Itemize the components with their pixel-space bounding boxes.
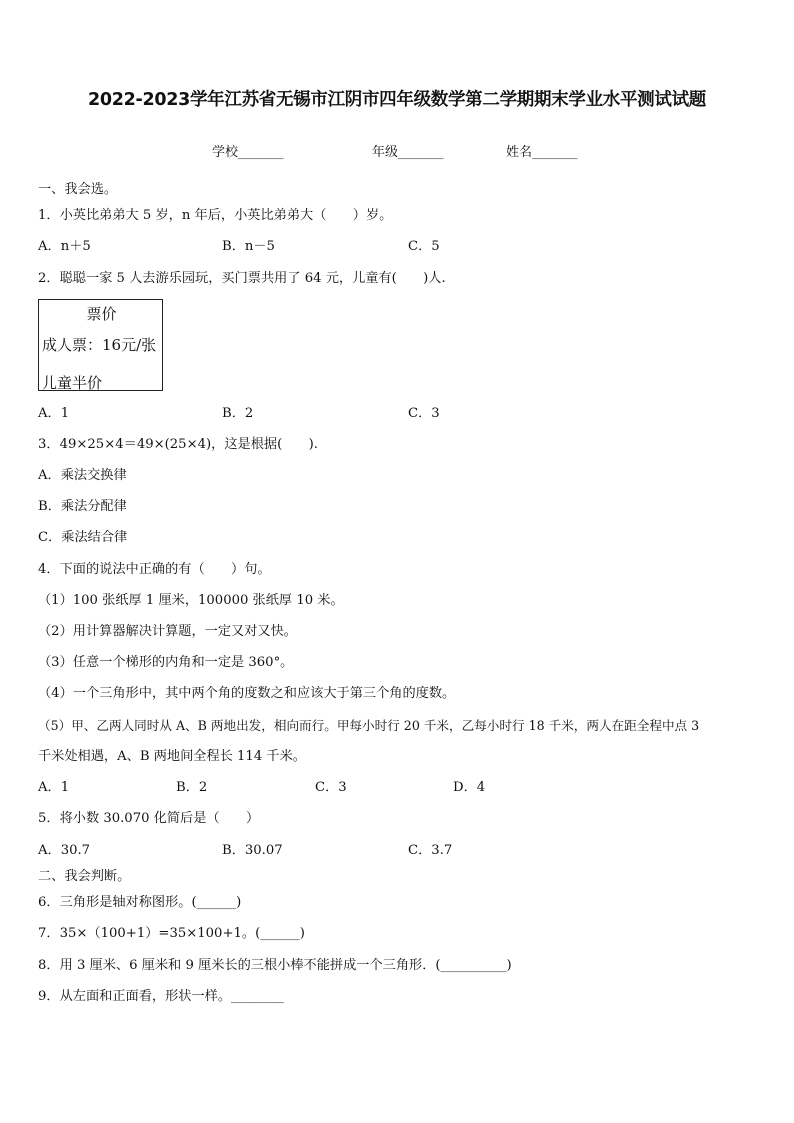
question-3-stem: 3．49×25×4＝49×(25×4)，这是根据( ). [38, 437, 318, 452]
page-title: 2022-2023学年江苏省无锡市江阴市四年级数学第二学期期末学业水平测试试题 [88, 90, 706, 110]
ticket-price-header: 票价 [86, 305, 117, 323]
question-2-stem: 2．聪聪一家 5 人去游乐园玩，买门票共用了 64 元，儿童有( )人. [38, 271, 446, 286]
question-4-statement-5-continued: 千米处相遇，A、B 两地间全程长 114 千米。 [38, 749, 306, 764]
question-4-option-c[interactable]: C．3 [315, 780, 347, 795]
question-1-stem: 1．小英比弟弟大 5 岁，n 年后，小英比弟弟大（ ）岁。 [38, 208, 393, 223]
question-7: 7．35×（100+1）=35×100+1。(______) [38, 926, 305, 941]
grade-field[interactable]: 年级_______ [372, 145, 444, 160]
question-5-option-a[interactable]: A．30.7 [38, 843, 91, 858]
question-4-statement-2: （2）用计算器解决计算题，一定又对又快。 [38, 624, 297, 639]
child-ticket-price: 儿童半价 [42, 374, 103, 392]
question-4-stem: 4．下面的说法中正确的有（ ）句。 [38, 562, 271, 577]
question-4-option-d[interactable]: D．4 [453, 780, 486, 795]
ticket-price-table [38, 299, 163, 391]
school-field[interactable]: 学校_______ [212, 145, 284, 160]
section-heading-judge: 二、我会判断。 [38, 869, 131, 884]
question-3-option-b[interactable]: B．乘法分配律 [38, 499, 127, 514]
question-2-option-c[interactable]: C．3 [408, 406, 440, 421]
question-4-option-a[interactable]: A．1 [38, 780, 70, 795]
name-field[interactable]: 姓名_______ [506, 145, 578, 160]
question-2-option-b[interactable]: B．2 [222, 406, 254, 421]
question-5-option-b[interactable]: B．30.07 [222, 843, 283, 858]
question-3-option-c[interactable]: C．乘法结合律 [38, 530, 128, 545]
question-2-option-a[interactable]: A．1 [38, 406, 70, 421]
question-1-option-c[interactable]: C．5 [408, 239, 440, 254]
question-4-statement-1: （1）100 张纸厚 1 厘米，100000 张纸厚 10 米。 [38, 593, 344, 608]
question-1-option-a[interactable]: A．n＋5 [38, 239, 91, 254]
question-1-option-b[interactable]: B．n－5 [222, 239, 275, 254]
question-8: 8．用 3 厘米、6 厘米和 9 厘米长的三根小棒不能拼成一个三角形．(__________) [38, 958, 512, 973]
question-4-option-b[interactable]: B．2 [176, 780, 208, 795]
section-heading-choice: 一、我会选。 [38, 182, 118, 197]
question-5-option-c[interactable]: C．3.7 [408, 843, 453, 858]
question-6: 6．三角形是轴对称图形。(______) [38, 895, 242, 910]
question-3-option-a[interactable]: A．乘法交换律 [38, 468, 127, 483]
adult-ticket-price: 成人票：16元/张 [42, 336, 157, 354]
question-9: 9．从左面和正面看，形状一样。________ [38, 989, 284, 1004]
question-4-statement-3: （3）任意一个梯形的内角和一定是 360°。 [38, 655, 294, 670]
question-4-statement-4: （4）一个三角形中，其中两个角的度数之和应该大于第三个角的度数。 [38, 686, 456, 701]
question-4-statement-5: （5）甲、乙两人同时从 A、B 两地出发，相向而行。甲每小时行 20 千米，乙每小时行 18 千米，两人在距全程中点 3 [38, 718, 700, 733]
question-5-stem: 5．将小数 30.070 化简后是（ ） [38, 811, 260, 826]
